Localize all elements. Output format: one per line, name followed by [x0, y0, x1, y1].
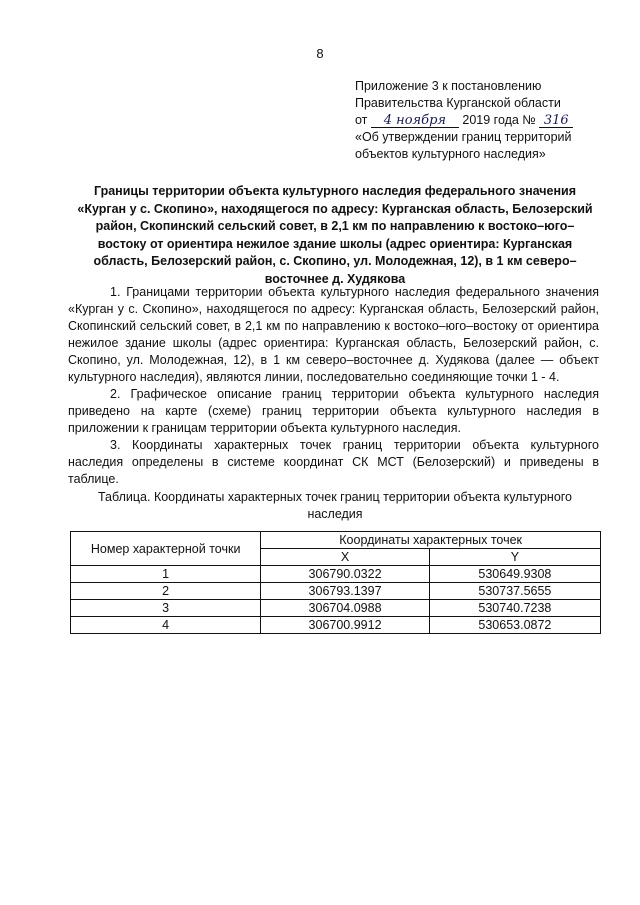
handwritten-date: 4 ноября — [371, 114, 459, 128]
table-row — [71, 617, 601, 634]
handwritten-number: 316 — [539, 114, 573, 128]
coordinates-table — [70, 531, 601, 634]
appendix-line-5: объектов культурного наследия» — [355, 147, 546, 161]
table-caption: Таблица. Координаты характерных точек границ территории объекта культурного наследия — [97, 490, 573, 521]
point-x: 306704.0988 — [261, 600, 429, 617]
point-y: 530649.9308 — [429, 566, 600, 583]
appendix-line-1: Приложение 3 к постановлению — [355, 79, 542, 93]
document-body — [68, 284, 599, 488]
header-point-number: Номер характерной точки — [71, 532, 261, 566]
page-number: 8 — [316, 46, 324, 61]
date-prefix: от — [355, 113, 368, 127]
header-x: X — [261, 549, 429, 566]
point-y: 530737.5655 — [429, 583, 600, 600]
point-number: 4 — [71, 617, 261, 634]
date-year: 2019 года № — [462, 113, 536, 127]
document-title: Границы территории объекта культурного наследия федерального значения «Курган у с. Скопино», находящегося по адресу: Курганская область, Белозерский район, Скопинский сельский совет, в 2,1 км по направлению к востоко–юго–востоку от ориентира нежилое здание школы (адрес ориентира: Курганская область, Белозерский район, с. Скопино, ул. Молодежная, 12), в 1 км северо–восточнее д. Худякова — [77, 184, 593, 286]
point-number: 3 — [71, 600, 261, 617]
appendix-line-4: «Об утверждении границ территорий — [355, 130, 572, 144]
header-y: Y — [429, 549, 600, 566]
paragraph-1: 1. Границами территории объекта культурного наследия федерального значения «Курган у с. Скопино», находящегося по адресу: Курганская область, Белозерский район, Скопинский сельский совет, в 2,1 км по направлению к востоко–юго–востоку от ориентира нежилое здание школы (адрес ориентира: Курганская область, Белозерский район, с. Скопино, ул. Молодежная, 12), в 1 км северо–восточнее д. Худякова (далее — объект культурного наследия), являются линии, последовательно соединяющие точки 1 - 4. — [68, 285, 599, 384]
point-number: 1 — [71, 566, 261, 583]
paragraph-3: 3. Координаты характерных точек границ территории объекта культурного наследия определены в системе координат СК МСТ (Белозерский) и приведены в таблице. — [68, 438, 599, 486]
appendix-line-2: Правительства Курганской области — [355, 96, 561, 110]
point-x: 306700.9912 — [261, 617, 429, 634]
point-y: 530653.0872 — [429, 617, 600, 634]
header-coordinates: Координаты характерных точек — [261, 532, 601, 549]
table-row — [71, 566, 601, 583]
paragraph-2: 2. Графическое описание границ территории объекта культурного наследия приведено на карте (схеме) границ территории объекта культурного наследия в приложении к границам территории объекта культурного наследия. — [68, 387, 599, 435]
appendix-block — [355, 78, 615, 163]
appendix-date-line — [355, 112, 615, 129]
table-row — [71, 583, 601, 600]
point-y: 530740.7238 — [429, 600, 600, 617]
table-row — [71, 600, 601, 617]
point-number: 2 — [71, 583, 261, 600]
point-x: 306790.0322 — [261, 566, 429, 583]
point-x: 306793.1397 — [261, 583, 429, 600]
